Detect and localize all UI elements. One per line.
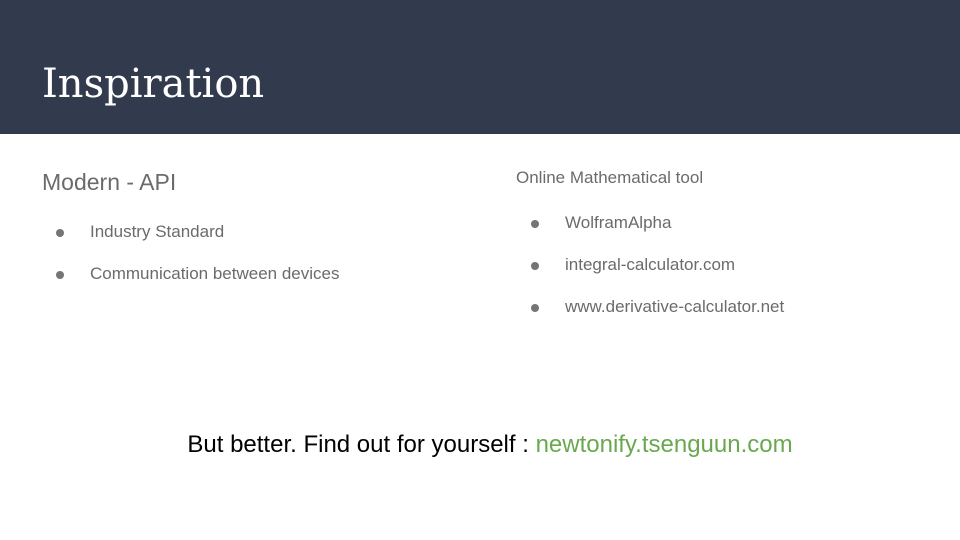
bullet-icon (531, 262, 539, 270)
left-bullet-list (56, 220, 476, 304)
left-column-heading: Modern - API (42, 169, 177, 195)
bullet-icon (531, 220, 539, 228)
footer-text: But better. Find out for yourself : (187, 431, 536, 458)
list-item (56, 220, 476, 262)
bullet-text: www.derivative-calculator.net (565, 297, 785, 316)
bullet-text: WolframAlpha (565, 213, 672, 232)
right-bullet-list (531, 211, 951, 337)
title-bar (0, 0, 960, 134)
slide-title: Inspiration (42, 61, 265, 107)
list-item (56, 262, 476, 304)
bullet-text: integral-calculator.com (565, 255, 736, 274)
list-item (531, 211, 951, 253)
list-item (531, 295, 951, 337)
bullet-text: Communication between devices (90, 264, 340, 283)
site-link[interactable]: newtonify.tsenguun.com (535, 431, 793, 458)
right-column-heading: Online Mathematical tool (516, 168, 704, 187)
list-item (531, 253, 951, 295)
bullet-icon (56, 229, 64, 237)
bullet-text: Industry Standard (90, 222, 225, 241)
footer-callout (0, 428, 960, 462)
bullet-icon (531, 304, 539, 312)
bullet-icon (56, 271, 64, 279)
